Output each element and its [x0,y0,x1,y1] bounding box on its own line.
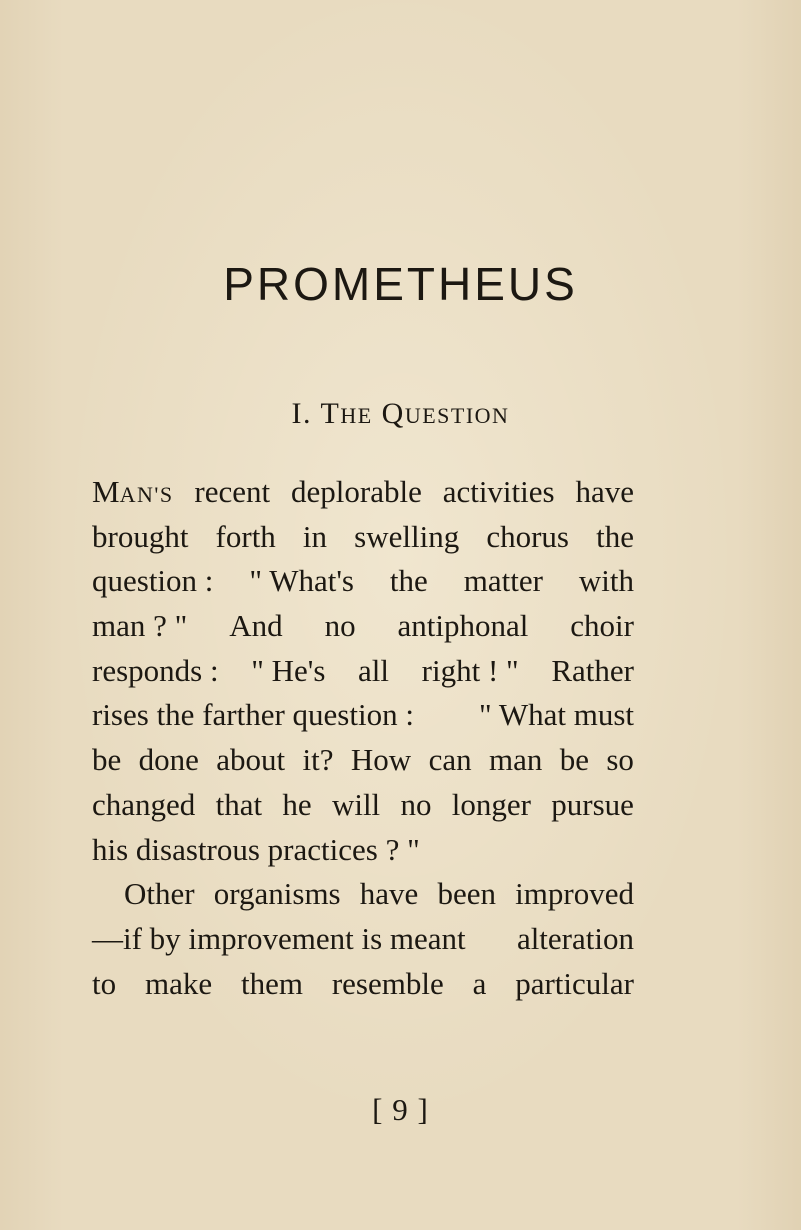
word: all [358,652,390,688]
word: longer [451,786,531,822]
word: " He's [251,652,326,688]
word: so [606,742,634,778]
text-line [92,604,634,649]
word: And [229,608,283,644]
text-line [92,515,634,560]
word: swelling [354,518,460,554]
word: How [350,742,412,778]
text-line [92,738,634,783]
word: be [559,742,589,778]
word: deplorable [291,474,422,509]
text-line [92,649,634,694]
word: will [331,786,381,822]
word: forth [215,518,276,554]
section-heading [0,394,801,436]
word: with [578,563,634,599]
page-number: [ 9 ] [372,1092,429,1127]
word: no [400,786,432,822]
word: man [488,742,543,778]
word: alteration [516,920,634,956]
word: been [437,876,497,912]
word: have [359,876,419,912]
word: responds : [92,652,219,688]
word: changed [92,786,196,822]
word: the [596,518,634,554]
text-line [92,828,634,873]
word: rises the farther question : [92,697,414,733]
word: them [240,965,303,1001]
word: about [216,742,286,778]
word: pursue [551,786,634,822]
word: improved [515,876,634,912]
word: resemble [331,965,444,1001]
word: matter [463,563,543,599]
section-word-the: THE [320,397,373,430]
word: man ? " [92,608,188,644]
word: choir [570,608,634,644]
text-line [92,917,634,962]
text-line [92,470,634,515]
word: recent [194,474,271,509]
word: the [389,563,428,599]
word: in [302,518,328,554]
word: Rather [551,652,634,688]
word: it? [302,742,334,778]
word: a [472,965,487,1001]
word: no [324,608,356,644]
section-word-question: QUESTION [381,397,510,430]
text-line [92,783,634,828]
line-lead-word: MAN'S [92,474,174,509]
word: right ! " [421,652,519,688]
word: his disastrous practices ? " [92,831,420,867]
text-line [92,962,634,1007]
word: Other [124,876,195,912]
word: he [282,786,312,822]
word: be [92,742,122,778]
word: that [215,786,263,822]
section-number: I. [291,397,313,430]
page-title: PROMETHEUS [223,258,578,310]
body-text [92,470,634,1006]
text-line [92,559,634,604]
word: to [92,965,117,1001]
word: can [428,742,472,778]
word: chorus [486,518,569,554]
word: question : [92,563,214,599]
text-line [92,872,634,917]
word: " What's [249,563,354,599]
word: antiphonal [397,608,529,644]
text-line [92,693,634,738]
word: have [575,474,634,509]
word: done [138,742,199,778]
word: particular [515,965,634,1001]
word: organisms [213,876,341,912]
word: brought [92,518,189,554]
word: make [144,965,213,1001]
word: —if by improvement is meant [92,920,466,956]
word: activities [442,474,555,509]
word: " What must [478,697,634,733]
